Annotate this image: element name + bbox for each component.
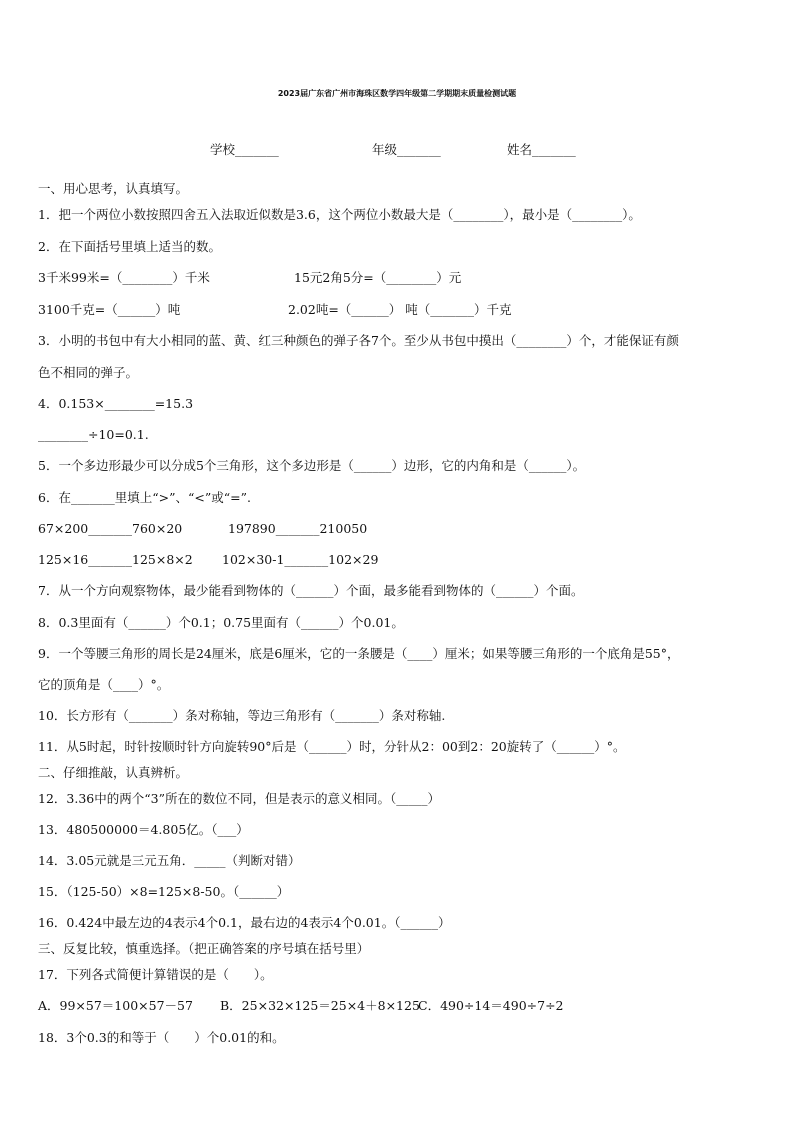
school-field: 学校_______	[210, 142, 279, 157]
question-13: 13．480500000＝4.805亿。（___）	[38, 822, 249, 837]
question-3-line-2: 色不相同的弹子。	[38, 365, 139, 380]
question-4-line-1: 4．0.153×________=15.3	[38, 396, 194, 411]
question-4-line-2: ________÷10=0.1.	[38, 427, 149, 442]
question-1: 1．把一个两位小数按照四舍五入法取近似数是3.6，这个两位小数最大是（________），最小是（________）。	[38, 207, 641, 222]
grade-field: 年级_______	[372, 142, 441, 157]
question-17: 17．下列各式简便计算错误的是（ ）。	[38, 967, 273, 982]
question-16: 16．0.424中最左边的4表示4个0.1，最右边的4表示4个0.01。（______）	[38, 915, 451, 930]
question-9-line-2: 它的顶角是（____）°。	[38, 677, 170, 692]
question-10: 10．长方形有（_______）条对称轴，等边三角形有（_______）条对称轴.	[38, 708, 446, 723]
question-7: 7．从一个方向观察物体，最少能看到物体的（______）个面，最多能看到物体的（______）个面。	[38, 583, 584, 598]
question-14: 14．3.05元就是三元五角．_____（判断对错）	[38, 853, 301, 868]
question-12: 12．3.36中的两个“3”所在的数位不同，但是表示的意义相同。（_____）	[38, 791, 440, 806]
question-8: 8．0.3里面有（______）个0.1；0.75里面有（______）个0.01。	[38, 615, 404, 630]
page-title: 2023届广东省广州市海珠区数学四年级第二学期期末质量检测试题	[277, 89, 517, 98]
question-17-option-a: A．99×57＝100×57－57	[38, 998, 193, 1013]
question-6-item-d: 102×30-1_______102×29	[222, 552, 379, 567]
question-9-line-1: 9．一个等腰三角形的周长是24厘米，底是6厘米，它的一条腰是（____）厘米；如果等腰三角形的一个底角是55°，	[38, 646, 680, 661]
question-6-item-a: 67×200_______760×20	[38, 521, 183, 536]
question-2: 2．在下面括号里填上适当的数。	[38, 239, 221, 254]
question-2-item-d: 2.02吨=（______） 吨（_______）千克	[288, 302, 512, 317]
question-11: 11．从5时起，时针按顺时针方向旋转90°后是（______）时，分针从2：00到2：20旋转了（______）°。	[38, 739, 626, 754]
question-18: 18．3个0.3的和等于（ ）个0.01的和。	[38, 1030, 285, 1045]
question-17-option-b: B．25×32×125＝25×4＋8×125	[220, 998, 420, 1013]
question-2-item-b: 15元2角5分=（________）元	[294, 270, 462, 285]
question-6: 6．在_______里填上“>”、“<”或“=”.	[38, 490, 251, 505]
question-17-option-c: C．490÷14＝490÷7÷2	[418, 998, 564, 1013]
question-5: 5．一个多边形最少可以分成5个三角形，这个多边形是（______）边形，它的内角和是（______）。	[38, 458, 586, 473]
question-2-item-a: 3千米99米=（________）千米	[38, 270, 210, 285]
question-6-item-b: 197890_______210050	[228, 521, 368, 536]
section-heading-3: 三、反复比较，慎重选择。（把正确答案的序号填在括号里）	[38, 941, 370, 956]
question-15: 15．（125-50）×8=125×8-50。（______）	[38, 884, 290, 899]
question-3-line-1: 3．小明的书包中有大小相同的蓝、黄、红三种颜色的弹子各7个。至少从书包中摸出（________）个，才能保证有颜	[38, 333, 679, 348]
question-2-item-c: 3100千克=（______）吨	[38, 302, 181, 317]
question-6-item-c: 125×16_______125×8×2	[38, 552, 193, 567]
name-field: 姓名_______	[507, 142, 576, 157]
section-heading-2: 二、仔细推敲，认真辨析。	[38, 765, 189, 780]
section-heading-1: 一、用心思考，认真填写。	[38, 181, 189, 196]
